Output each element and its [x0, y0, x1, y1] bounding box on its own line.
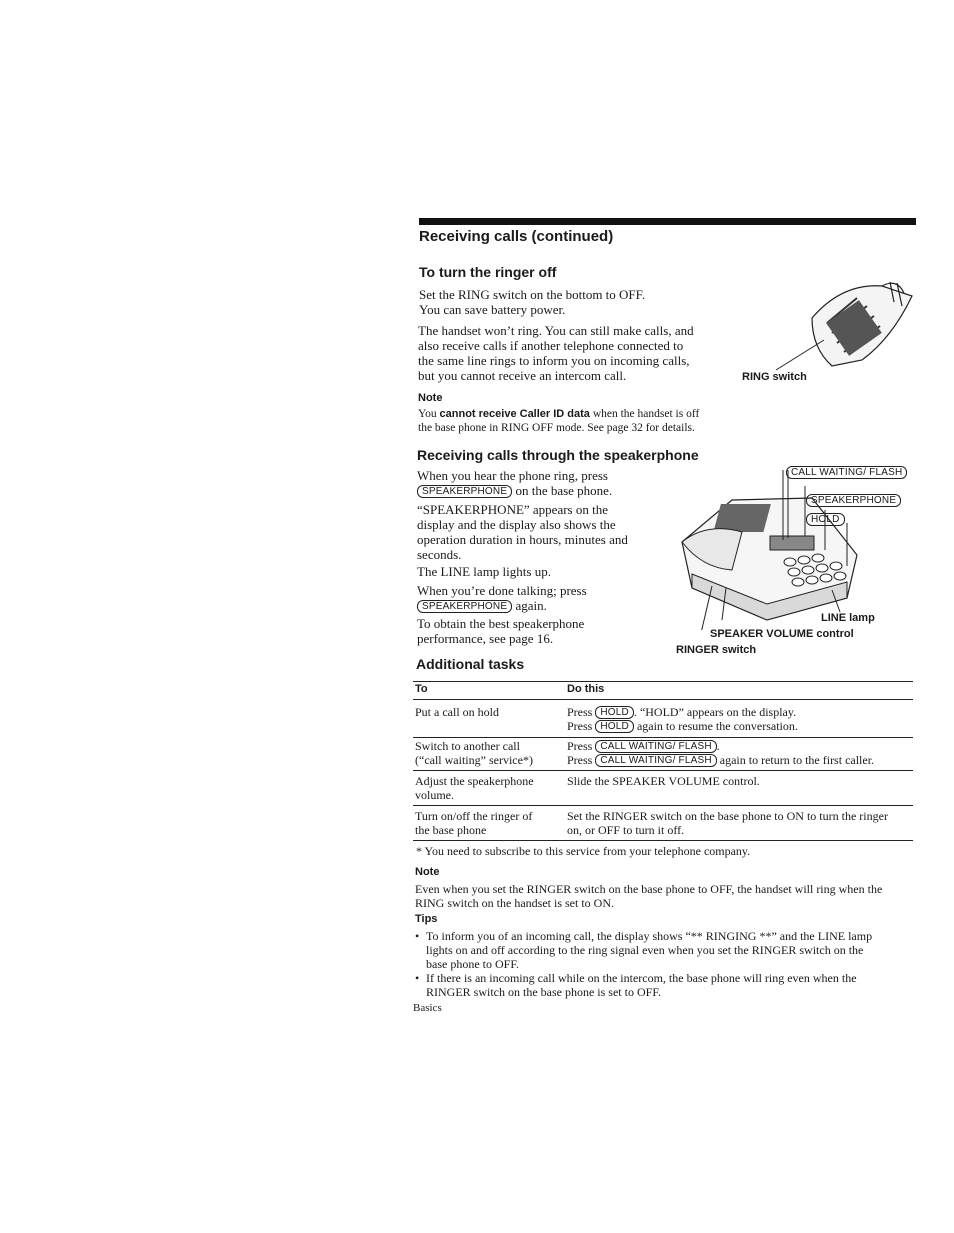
- table-cell: Switch to another call: [415, 739, 520, 753]
- call-waiting-flash-key: CALL WAITING/ FLASH: [595, 754, 716, 767]
- text-line: When you hear the phone ring, press: [417, 468, 608, 483]
- text-line: again.: [512, 598, 547, 613]
- cell-text: again to return to the first caller.: [716, 753, 875, 767]
- note-text: [415, 882, 882, 910]
- text-line: seconds.: [417, 547, 462, 562]
- bullet: •: [415, 971, 420, 985]
- handset-illustration: [772, 278, 922, 378]
- table-cell: Adjust the speakerphone: [415, 774, 534, 788]
- tip-item: [415, 929, 872, 971]
- header-to: To: [415, 683, 428, 695]
- speakerphone-key: SPEAKERPHONE: [417, 600, 512, 613]
- cell-text: Press: [567, 753, 596, 767]
- text-line: Even when you set the RINGER switch on the base phone to OFF, the handset will ring when the: [415, 882, 883, 896]
- text-line: You can save battery power.: [419, 302, 566, 317]
- text-line: display and the display also shows the: [417, 517, 616, 532]
- table-cell: Turn on/off the ringer of: [415, 809, 533, 823]
- speakerphone-para4: [417, 583, 587, 613]
- speakerphone-para3: The LINE lamp lights up.: [417, 564, 551, 579]
- note-text: [418, 407, 699, 435]
- cell-text: again to resume the conversation.: [633, 719, 798, 733]
- table-rule: [413, 840, 913, 841]
- table-cell: Slide the SPEAKER VOLUME control.: [567, 774, 760, 788]
- speaker-volume-label: SPEAKER VOLUME control: [710, 628, 854, 640]
- cell-text: . “HOLD” appears on the display.: [633, 705, 797, 719]
- table-rule: [413, 737, 913, 738]
- text-line: the same line rings to inform you on incoming calls,: [418, 353, 690, 368]
- speakerphone-key: SPEAKERPHONE: [417, 485, 512, 498]
- page-footer: Basics: [413, 1002, 442, 1014]
- table-cell: the base phone: [415, 823, 487, 837]
- ring-switch-label: RING switch: [742, 371, 807, 383]
- ringer-off-para2: [418, 323, 694, 383]
- ringer-switch-label: RINGER switch: [676, 644, 757, 656]
- speakerphone-para5: [417, 616, 584, 646]
- text-line: The handset won’t ring. You can still make calls, and: [418, 323, 694, 338]
- cell-text: .: [716, 739, 720, 753]
- table-cell: volume.: [415, 788, 454, 802]
- tip-item: [415, 971, 857, 999]
- tips-label: Tips: [415, 913, 438, 925]
- speakerphone-heading: Receiving calls through the speakerphone: [417, 447, 699, 463]
- cell-text: Press: [567, 705, 596, 719]
- text-line: When you’re done talking; press: [417, 583, 587, 598]
- table-rule: [413, 805, 913, 806]
- cell-text: Press: [567, 739, 596, 753]
- note-bold: cannot receive Caller ID data: [439, 408, 590, 420]
- note-rest: when the handset is off: [589, 408, 700, 420]
- text-line: “SPEAKERPHONE” appears on the: [417, 502, 608, 517]
- ringer-off-para1: [419, 287, 645, 317]
- table-cell: on, or OFF to turn it off.: [567, 823, 685, 837]
- table-cell: Put a call on hold: [415, 705, 499, 719]
- call-waiting-flash-key: CALL WAITING/ FLASH: [595, 740, 716, 753]
- text-line: operation duration in hours, minutes and: [417, 532, 628, 547]
- text-line: To inform you of an incoming call, the display shows “** RINGING **” and the LINE lamp: [426, 929, 873, 943]
- note-label: Note: [415, 866, 440, 878]
- text-line: To obtain the best speakerphone: [417, 616, 585, 631]
- speakerphone-para1: [417, 468, 612, 498]
- speakerphone-callout: [806, 491, 901, 509]
- line-lamp-label: LINE lamp: [821, 612, 875, 624]
- note-prefix: You: [418, 408, 440, 420]
- hold-key: HOLD: [595, 720, 634, 733]
- footnote: * You need to subscribe to this service from your telephone company.: [416, 844, 751, 858]
- hold-callout: [806, 510, 845, 528]
- table-rule: [413, 681, 913, 682]
- text-line: lights on and off according to the ring signal even when you set the RINGER switch on the: [426, 943, 864, 957]
- note-line2: the base phone in RING OFF mode. See page 32 for details.: [418, 422, 695, 434]
- text-line: RINGER switch on the base phone is set to OFF.: [426, 985, 662, 999]
- header-do-this: Do this: [567, 683, 605, 695]
- text-line: but you cannot receive an intercom call.: [418, 368, 627, 383]
- text-line: on the base phone.: [512, 483, 613, 498]
- speakerphone-para2: [417, 502, 628, 562]
- bullet: •: [415, 929, 420, 943]
- section-title: Receiving calls (continued): [419, 228, 614, 245]
- text-line: Set the RING switch on the bottom to OFF.: [419, 287, 646, 302]
- table-cell: (“call waiting” service*): [415, 753, 533, 767]
- text-line: also receive calls if another telephone connected to: [418, 338, 684, 353]
- hold-key: HOLD: [806, 513, 845, 526]
- note-label: Note: [418, 392, 443, 404]
- call-waiting-flash-callout: [786, 463, 907, 481]
- table-rule: [413, 699, 913, 700]
- text-line: base phone to OFF.: [426, 957, 520, 971]
- hold-key: HOLD: [595, 706, 634, 719]
- speakerphone-key: SPEAKERPHONE: [806, 494, 901, 507]
- table-rule: [413, 770, 913, 771]
- text-line: RING switch on the handset is set to ON.: [415, 896, 614, 910]
- call-waiting-flash-key: CALL WAITING/ FLASH: [786, 466, 907, 479]
- text-line: performance, see page 16.: [417, 631, 554, 646]
- cell-text: Press: [567, 719, 596, 733]
- text-line: If there is an incoming call while on the intercom, the base phone will ring even when the: [426, 971, 857, 985]
- table-cell: Set the RINGER switch on the base phone to ON to turn the ringer: [567, 809, 888, 823]
- section-rule: [419, 218, 916, 225]
- ringer-off-heading: To turn the ringer off: [419, 264, 557, 280]
- additional-tasks-heading: Additional tasks: [416, 656, 525, 672]
